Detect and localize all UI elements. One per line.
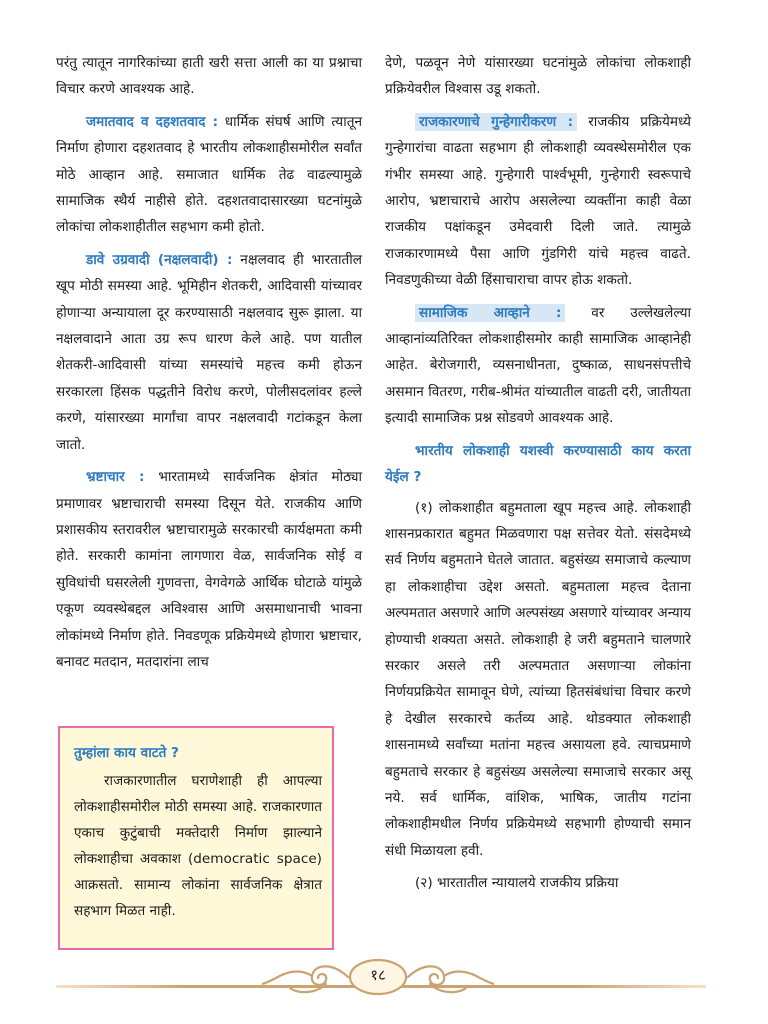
box-title: तुम्हांला काय वाटते ? (74, 745, 179, 761)
text-criminalization: राजकीय प्रक्रियेमध्ये गुन्हेगारांचा वाढता सहभाग ही लोकशाही व्यवस्थेसमोरील एक गंभीर समस्या आहे. गुन्हेगारी पार्श्वभूमी, गुन्हेगारी स्वरूपाचे आरोप, भ्रष्टाचाराचे आरोप असलेल्या व्यक्तींना काही वेळा राजकीय पक्षांकडून उमेदवारी दिली जाते. त्यामुळे राजकारणामध्ये पैसा आणि गुंडगिरी यांचे महत्त्व वाढते. निवडणुकीच्या वेळी हिंसाचाराचा वापर होऊ शकतो. (385, 113, 692, 289)
section-heading: भारतीय लोकशाही यशस्वी करण्यासाठी काय करता येईल ? (385, 442, 691, 486)
text-communalism: धार्मिक संघर्ष आणि त्यातून निर्माण होणारा दहशतवाद हे भारतीय लोकशाहीसमोरील सर्वांत मोठे आव्हान आहे. समाजात धार्मिक तेढ वाढल्यामुळे सामाजिक स्थैर्य नाहीसे होते. दहशतवादासारख्या घटनांमुळे लोकांचा लोकशाहीतील सहभाग कमी होतो. (56, 113, 363, 236)
text-corruption: भारतामध्ये सार्वजनिक क्षेत्रांत मोठ्या प्रमाणावर भ्रष्टाचाराची समस्या दिसून येते. राजकीय आणि प्रशासकीय स्तरावरील भ्रष्टाचारामुळे सरकारची कार्यक्षमता कमी होते. सरकारी कामांना लागणारा वेळ, सार्वजनिक सोई व सुविधांची घसरलेली गुणवत्ता, वेगवेगळे आर्थिक घोटाळे यांमुळे एकूण व्यवस्थेबद्दल अविश्वास आणि असमाधानाची भावना लोकांमध्ये निर्माण होते. निवडणूक प्रक्रियेमध्ये होणारा भ्रष्टाचार, बनावट मतदान, मतदारांना लाच (56, 469, 362, 670)
paragraph-corruption (56, 464, 362, 675)
term-social-challenges: सामाजिक आव्हाने : (415, 304, 565, 322)
paragraph-social-challenges (385, 300, 691, 432)
paragraph-communalism (56, 109, 362, 241)
paragraph-naxalism (56, 247, 362, 458)
paragraph-intro: परंतु त्यातून नागरिकांच्या हाती खरी सत्ता आली का या प्रश्नाचा विचार करणे आवश्यक आहे. (56, 55, 362, 98)
paragraph-continuation: देणे, पळवून नेणे यांसारख्या घटनांमुळे लोकांचा लोकशाही प्रक्रियेवरील विश्वास उडू शकतो. (385, 55, 691, 98)
text-naxalism: नक्षलवाद ही भारतातील खूप मोठी समस्या आहे. भूमिहीन शेतकरी, आदिवासी यांच्यावर होणाऱ्या अन्यायाला दूर करण्यासाठी नक्षलवाद सुरू झाला. या नक्षलवादाने आता उग्र रूप धारण केले आहे. पण यातील शेतकरी-आदिवासी यांच्या समस्यांचे महत्त्व कमी होऊन सरकारला हिंसक पद्धतीने विरोध करणे, पोलीसदलांवर हल्ले करणे, यांसारख्या मार्गांचा वापर नक्षलवादी गटांकडून केला जातो. (56, 251, 363, 453)
page-number: १८ (370, 966, 386, 984)
text-social-challenges: वर उल्लेखलेल्या आव्हानांव्यतिरिक्त लोकशाहीसमोर काही सामाजिक आव्हानेही आहेत. बेरोजगारी, व्यसनाधीनता, दुष्काळ, साधनसंपत्तीचे असमान वितरण, गरीब-श्रीमंत यांच्यातील वाढती दरी, जातीयता इत्यादी सामाजिक प्रश्न सोडवणे आवश्यक आहे. (385, 304, 691, 427)
term-corruption: भ्रष्टाचार : (86, 469, 145, 486)
paragraph-criminalization (385, 109, 691, 294)
paragraph-point-1: (१) लोकशाहीत बहुमताला खूप महत्त्व आहे. लोकशाही शासनप्रकारात बहुमत मिळवणारा पक्ष सत्तेवर येतो. संसदेमध्ये सर्व निर्णय बहुमताने घेतले जातात. बहुसंख्य समाजाचे कल्याण हा लोकशाहीचा उद्देश असतो. बहुमताला महत्त्व देताना अल्पमतात असणारे आणि अल्पसंख्य असणारे यांच्यावर अन्याय होण्याची शक्यता असते. लोकशाही हे जरी बहुमताने चालणारे सरकार असले तरी अल्पमतात असणाऱ्या लोकांना निर्णयप्रक्रियेत सामावून घेणे, त्यांच्या हितसंबंधांचा विचार करणे हे देखील सरकारचे कर्तव्य आहे. थोडक्यात लोकशाही शासनामध्ये सर्वांच्या मतांना महत्त्व असायला हवे. त्याचप्रमाणे बहुमताचे सरकार हे बहुसंख्य असलेल्या समाजाचे सरकार असू नये. सर्व धार्मिक, वांशिक, भाषिक, जातीय गटांना लोकशाहीमधील निर्णय प्रक्रियेमध्ये सहभागी होण्याची समान संधी मिळायला हवी. (385, 499, 691, 859)
term-criminalization: राजकारणाचे गुन्हेगारीकरण : (415, 113, 577, 131)
right-column (385, 50, 691, 903)
left-column (56, 50, 362, 681)
what-do-you-think-box (58, 726, 334, 950)
box-text: राजकारणातील घराणेशाही ही आपल्या लोकशाहीसमोरील मोठी समस्या आहे. राजकारणात एकाच कुटुंबाची मक्तेदारी निर्माण झाल्याने लोकशाहीचा अवकाश (democratic space) आक्रसतो. सामान्य लोकांना सार्वजनिक क्षेत्रात सहभाग मिळत नाही. (74, 773, 322, 919)
paragraph-point-2: (२) भारतातील न्यायालये राजकीय प्रक्रिया (415, 875, 619, 892)
term-naxalism: डावे उग्रवादी (नक्षलवादी) : (86, 251, 233, 268)
term-communalism: जमातवाद व दहशतवाद : (86, 113, 219, 130)
